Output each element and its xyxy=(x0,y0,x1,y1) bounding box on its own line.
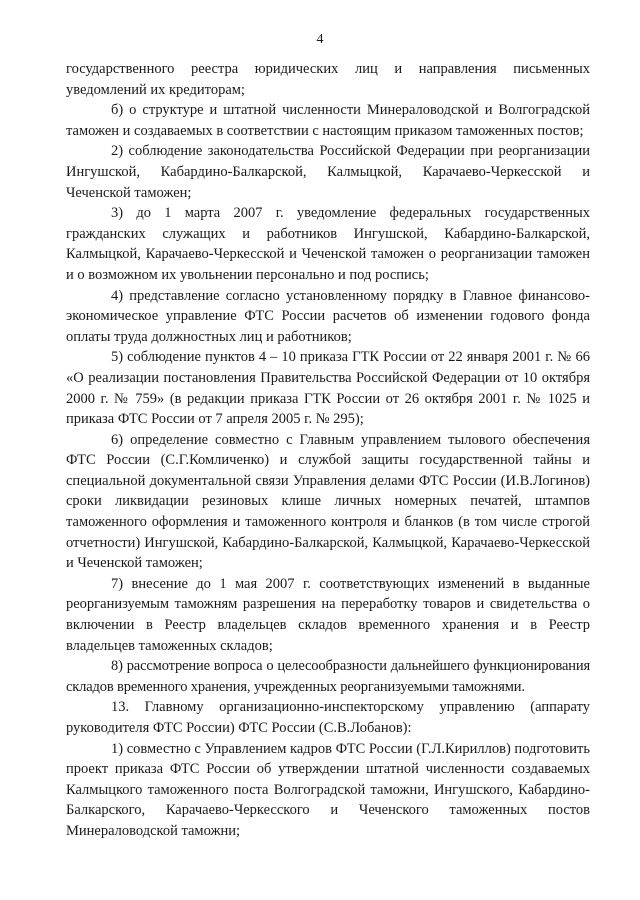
paragraph-item-b: б) о структуре и штатной численности Минераловодской и Волгоградской таможен и создаваемых в соответствии с настоящим приказом таможенных постов; xyxy=(66,102,590,139)
paragraph-section-13: 13. Главному организационно-инспекторскому управлению (аппарату руководителя ФТС России) ФТС России (С.В.Лобанов): xyxy=(66,699,590,736)
paragraph-item-6: 6) определение совместно с Главным управлением тылового обеспечения ФТС России (С.Г.Комличенко) и службой защиты государственной тайны и специальной документальной связи Управления делами ФТС России (И.В.Логинов) сроки ликвидации резиновых клише личных номерных печатей, штампов таможенного оформления и таможенного контроля и бланков (в том числе строгой отчетности) Ингушской, Кабардино-Балкарской, Калмыцкой, Карачаево-Черкесской и Чеченской таможен; xyxy=(66,431,590,572)
page-number: 4 xyxy=(316,32,324,47)
paragraph-item-5: 5) соблюдение пунктов 4 – 10 приказа ГТК России от 22 января 2001 г. № 66 «О реализации постановления Правительства Российской Федерации от 10 октября 2000 г. № 759» (в редакции приказа ГТК России от 26 октября 2001 г. № 1025 и приказа ФТС России от 7 апреля 2005 г. № 295); xyxy=(66,349,590,428)
paragraph-section-13-item-1: 1) совместно с Управлением кадров ФТС России (Г.Л.Кириллов) подготовить проект приказа ФТС России об утверждении штатной численности создаваемых Калмыцкого таможенного поста Волгоградской таможни, Ингушского, Кабардино-Балкарского, Карачаево-Черкесского и Чеченского таможенных постов Минераловодской таможни; xyxy=(66,740,590,839)
paragraph-continuation: государственного реестра юридических лиц и направления письменных уведомлений их кредиторам; xyxy=(66,61,590,98)
paragraph-item-7: 7) внесение до 1 мая 2007 г. соответствующих изменений в выданные реорганизуемым таможням разрешения на переработку товаров и свидетельства о включении в Реестр владельцев складов временного хранения и в Реестр владельцев таможенных складов; xyxy=(66,575,590,654)
paragraph-item-2: 2) соблюдение законодательства Российской Федерации при реорганизации Ингушской, Кабардино-Балкарской, Калмыцкой, Карачаево-Черкесской и Чеченской таможен; xyxy=(66,143,590,201)
paragraph-item-4: 4) представление согласно установленному порядку в Главное финансово-экономическое управление ФТС России расчетов об изменении годового фонда оплаты труда должностных лиц и работников; xyxy=(66,287,590,345)
paragraph-item-3: 3) до 1 марта 2007 г. уведомление федеральных государственных гражданских служащих и работников Ингушской, Кабардино-Балкарской, Калмыцкой, Карачаево-Черкесской и Чеченской таможен о реорганизации таможен и о возможном их увольнении персонально и под роспись; xyxy=(66,205,590,283)
paragraph-item-8: 8) рассмотрение вопроса о целесообразности дальнейшего функционирования складов временного хранения, учрежденных реорганизуемыми таможнями. xyxy=(66,658,590,695)
document-body xyxy=(66,59,590,842)
